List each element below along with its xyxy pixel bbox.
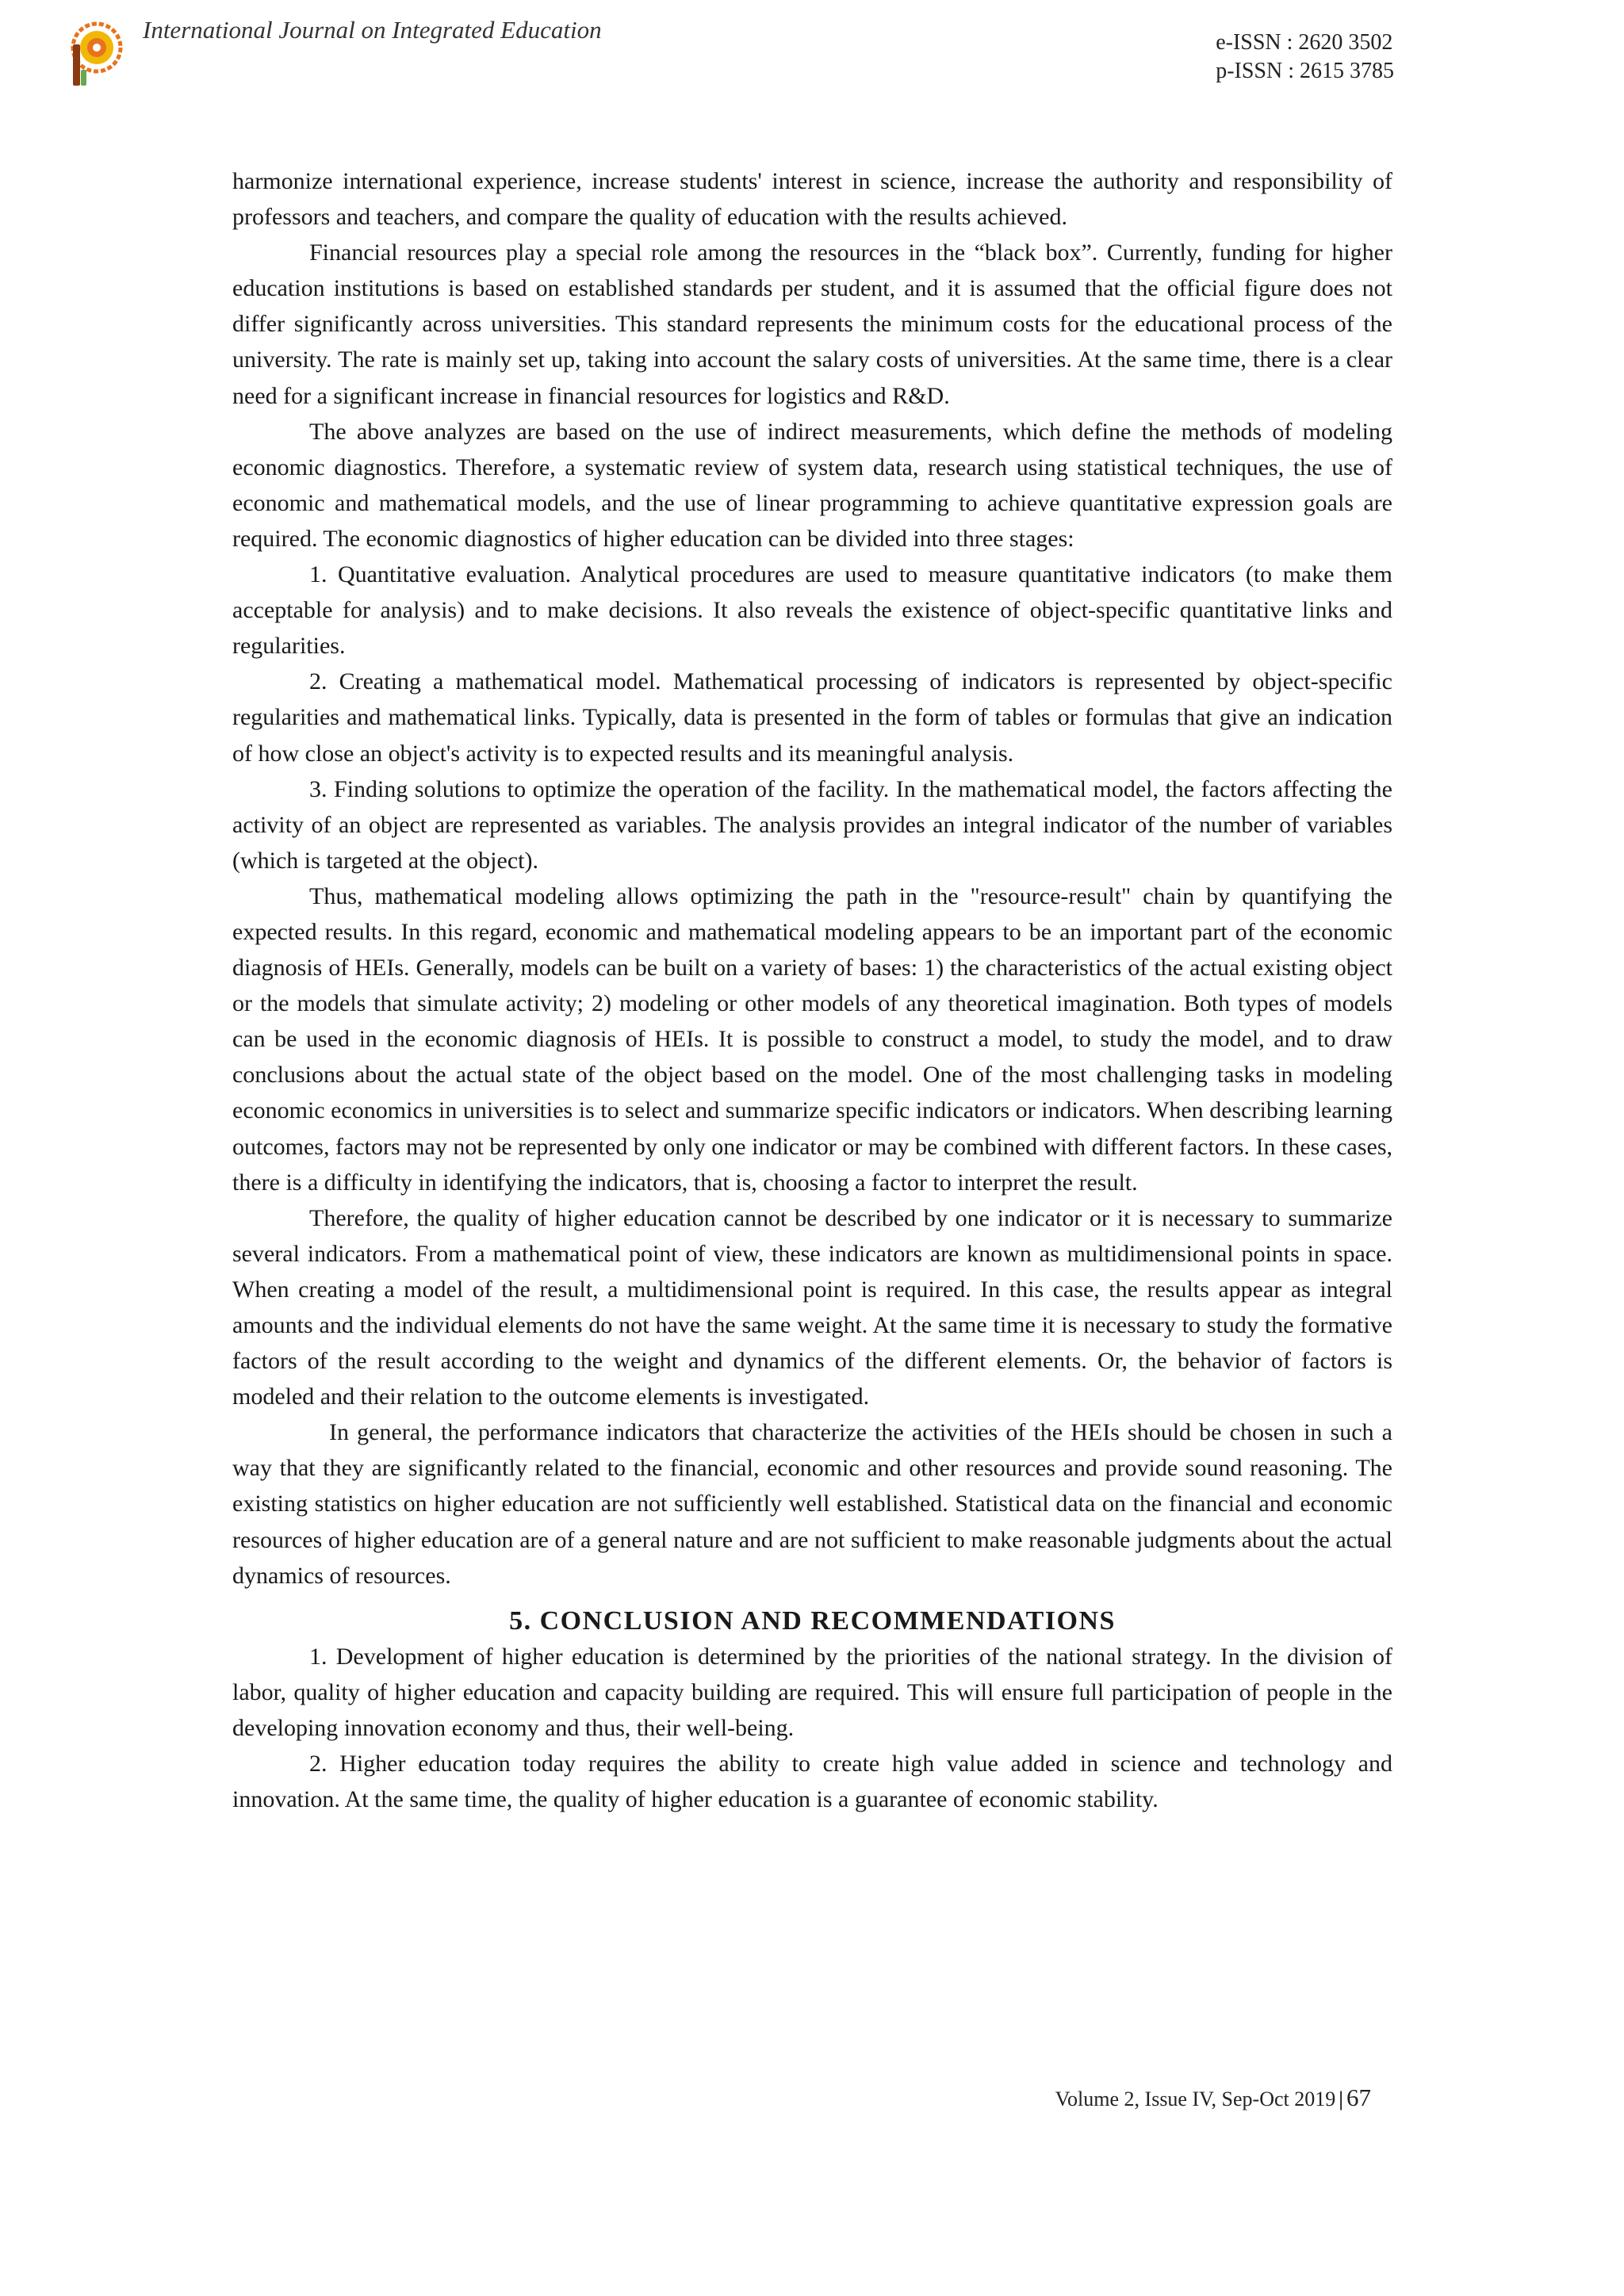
conclusion-item-1: 1. Development of higher education is determined by the priorities of the national strategy. In the division of labor, quality of higher education and capacity building are required. This will ensure full participation of people in the developing innovation economy and thus, their well-being.: [232, 1643, 1392, 1741]
list-item-stage-1: 1. Quantitative evaluation. Analytical procedures are used to measure quantitative indicators (to make them acceptable for analysis) and to make decisions. It also reveals the existence of object-specific quantitative links and regularities.: [232, 561, 1392, 660]
issn-block: [1216, 29, 1394, 86]
journal-name: International Journal on Integrated Education: [143, 16, 602, 44]
footer-separator: |: [1339, 2087, 1343, 2110]
list-item-stage-3: 3. Finding solutions to optimize the operation of the facility. In the mathematical model, the factors affecting the activity of an object are represented as variables. The analysis provides an integral indicator of the number of variables (which is targeted at the object).: [232, 775, 1392, 874]
paragraph-analyzes: The above analyzes are based on the use of indirect measurements, which define the methods of modeling economic diagnostics. Therefore, a systematic review of system data, research using statistical techniques, the use of economic and mathematical models, and the use of linear programming to achieve quantitative expression goals are required. The economic diagnostics of higher education can be divided into three stages:: [232, 418, 1392, 552]
section-heading: 5. CONCLUSION AND RECOMMENDATIONS: [509, 1605, 1116, 1636]
journal-logo-icon: [65, 21, 125, 89]
conclusion-item-2: 2. Higher education today requires the ability to create high value added in science and technology and innovation. At the same time, the quality of higher education is a guarantee of economic stability.: [232, 1751, 1392, 1813]
paragraph-financial-resources: Financial resources play a special role among the resources in the “black box”. Currently, funding for higher education institutions is based on established standards per student, and it is assumed that the official figure does not differ significantly across universities. This standard represents the minimum costs for the educational process of the university. The rate is mainly set up, taking into account the salary costs of universities. At the same time, there is a clear need for a significant increase in financial resources for logistics and R&D.: [232, 239, 1392, 409]
volume-info: Volume 2, Issue IV, Sep-Oct 2019: [1055, 2087, 1336, 2110]
pissn: p-ISSN : 2615 3785: [1216, 59, 1394, 83]
paragraph-quality: Therefore, the quality of higher education cannot be described by one indicator or it is necessary to summarize several indicators. From a mathematical point of view, these indicators are known as multidimensional points in space. When creating a model of the result, a multidimensional point is required. In this case, the results appear as integral amounts and the individual elements do not have the same weight. At the same time it is necessary to study the formative factors of the result according to the weight and dynamics of the different elements. Or, the behavior of factors is modeled and their relation to the outcome elements is investigated.: [232, 1204, 1392, 1410]
page-footer: [1055, 2084, 1371, 2112]
paragraph-performance-indicators: In general, the performance indicators that characterize the activities of the HEIs should be chosen in such a way that they are significantly related to the financial, economic and other resources and provide sound reasoning. The existing statistics on higher education are not sufficiently well established. Statistical data on the financial and economic resources of higher education are of a general nature and are not sufficient to make reasonable judgments about the actual dynamics of resources.: [232, 1419, 1392, 1589]
list-item-stage-2: 2. Creating a mathematical model. Mathematical processing of indicators is represented by object-specific regularities and mathematical links. Typically, data is presented in the form of tables or formulas that give an indication of how close an object's activity is to expected results and its meaningful analysis.: [232, 668, 1392, 767]
eissn: e-ISSN : 2620 3502: [1216, 30, 1393, 55]
body-text: [232, 163, 1392, 1817]
paragraph-modeling: Thus, mathematical modeling allows optimizing the path in the "resource-result" chain by quantifying the expected results. In this regard, economic and mathematical modeling appears to be an important part of the economic diagnosis of HEIs. Generally, models can be built on a variety of bases: 1) the characteristics of the actual existing object or the models that simulate activity; 2) modeling or other models of any theoretical imagination. Both types of models can be used in the economic diagnosis of HEIs. It is possible to construct a model, to study the model, and to draw conclusions about the actual state of the object based on the model. One of the most challenging tasks in modeling economic economics in universities is to select and summarize specific indicators or indicators. When describing learning outcomes, factors may not be represented by only one indicator or may be combined with different factors. In these cases, there is a difficulty in identifying the indicators, that is, choosing a factor to interpret the result.: [232, 882, 1392, 1196]
page-number: 67: [1346, 2084, 1371, 2111]
paragraph-continuation: harmonize international experience, increase students' interest in science, increase the authority and responsibility of professors and teachers, and compare the quality of education with the results achieved.: [232, 168, 1392, 231]
